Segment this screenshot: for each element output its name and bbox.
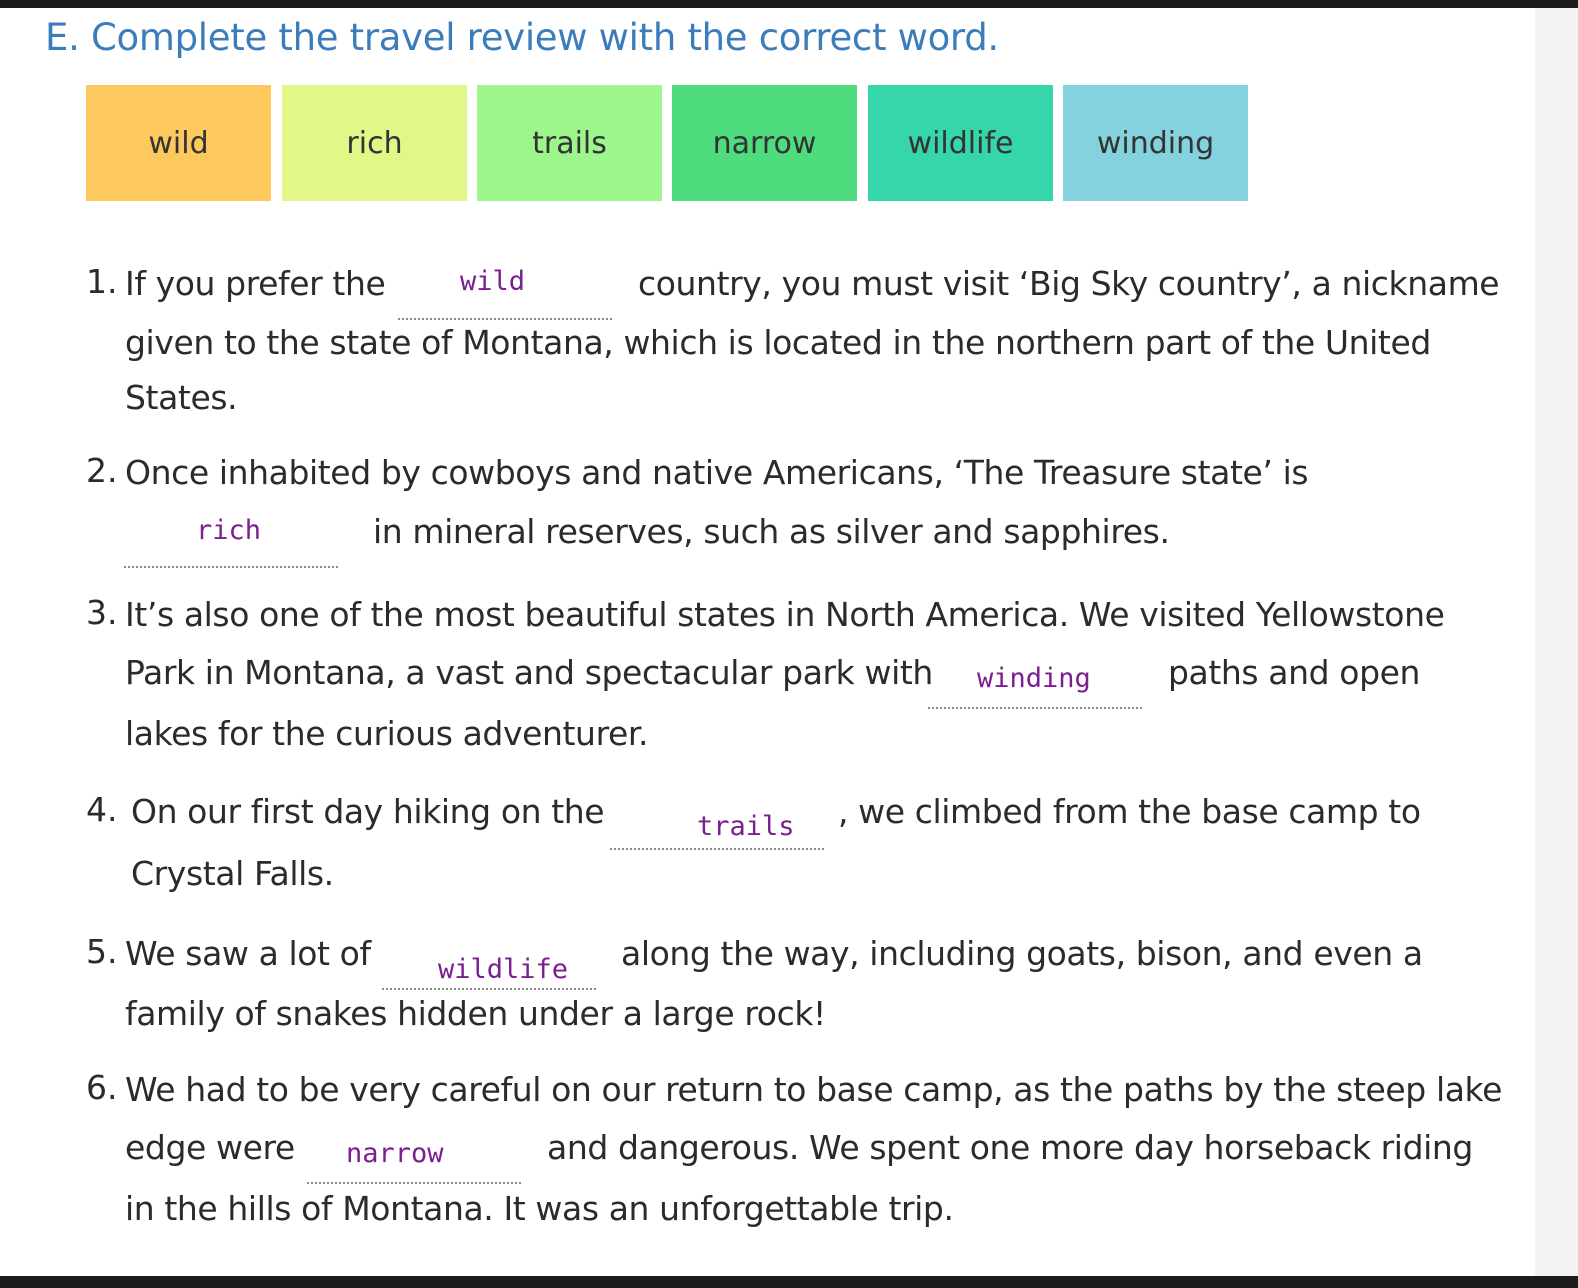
item-text: If you prefer the	[125, 264, 386, 303]
item-text: in mineral reserves, such as silver and sapphires.	[373, 512, 1170, 551]
item-number: 1.	[86, 262, 118, 301]
answer-text: wildlife	[438, 954, 569, 985]
window-top-border	[0, 0, 1578, 8]
word-bank-label: trails	[532, 125, 607, 161]
word-bank-item	[86, 85, 271, 201]
item-text: We saw a lot of	[125, 934, 371, 973]
item-number: 5.	[86, 932, 118, 971]
word-bank-item	[477, 85, 662, 201]
item-number: 2.	[86, 451, 118, 490]
word-bank-item	[282, 85, 467, 201]
answer-text: narrow	[346, 1138, 444, 1169]
word-bank-item	[868, 85, 1053, 201]
word-bank	[86, 85, 1251, 201]
word-bank-item	[672, 85, 857, 201]
item-text: country, you must visit ‘Big Sky country’, a nickname	[638, 264, 1500, 303]
item-number: 6.	[86, 1068, 118, 1107]
item-text: in the hills of Montana. It was an unforgettable trip.	[125, 1189, 954, 1228]
answer-text: rich	[196, 515, 262, 546]
item-text: Crystal Falls.	[131, 854, 334, 893]
answer-text: trails	[697, 811, 795, 842]
word-bank-label: winding	[1096, 125, 1215, 161]
exercise-title: E. Complete the travel review with the correct word.	[45, 16, 999, 59]
item-text: On our first day hiking on the	[131, 792, 605, 831]
word-bank-label: rich	[346, 125, 403, 161]
item-text: States.	[125, 378, 238, 417]
item-text: given to the state of Montana, which is located in the northern part of the United	[125, 323, 1431, 362]
item-text: It’s also one of the most beautiful states in North America. We visited Yellowstone	[125, 595, 1445, 634]
item-text: along the way, including goats, bison, and even a	[621, 934, 1423, 973]
word-bank-label: narrow	[712, 125, 817, 161]
item-text: family of snakes hidden under a large rock!	[125, 994, 826, 1033]
item-text: Once inhabited by cowboys and native Americans, ‘The Treasure state’ is	[125, 453, 1309, 492]
item-text: edge were	[125, 1128, 295, 1167]
window-bottom-border	[0, 1276, 1578, 1288]
item-number: 4.	[86, 790, 118, 829]
item-number: 3.	[86, 593, 118, 632]
item-text: Park in Montana, a vast and spectacular park with	[125, 653, 933, 692]
item-text: We had to be very careful on our return to base camp, as the paths by the steep lake	[125, 1070, 1502, 1109]
answer-text: winding	[977, 663, 1091, 694]
item-text: lakes for the curious adventurer.	[125, 714, 649, 753]
item-text: , we climbed from the base camp to	[838, 792, 1421, 831]
page-margin	[1535, 8, 1578, 1276]
item-text: paths and open	[1168, 653, 1421, 692]
word-bank-label: wild	[148, 125, 209, 161]
word-bank-item	[1063, 85, 1248, 201]
item-text: and dangerous. We spent one more day horseback riding	[547, 1128, 1473, 1167]
word-bank-label: wildlife	[907, 125, 1014, 161]
answer-text: wild	[460, 266, 526, 297]
